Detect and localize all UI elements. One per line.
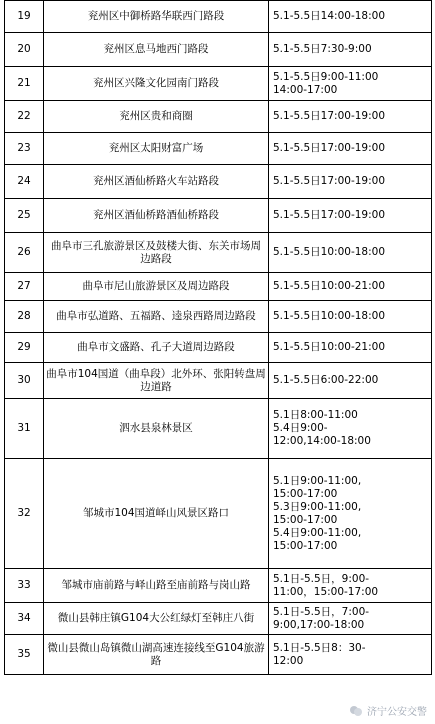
row-number: 21 [5,67,44,101]
row-location: 曲阜市弘道路、五福路、逵泉西路周边路段 [44,301,269,333]
row-location: 邹城市104国道峄山风景区路口 [44,459,269,569]
table-row [5,569,432,603]
row-location: 微山县微山岛镇微山湖高速连接线至G104旅游路 [44,635,269,675]
table-row [5,165,432,199]
table-row [5,1,432,33]
table-row [5,459,432,569]
row-location: 曲阜市尼山旅游景区及周边路段 [44,273,269,301]
row-location: 兖州区兴隆文化园南门路段 [44,67,269,101]
checkpoint-table [4,0,432,675]
table-row [5,273,432,301]
row-time: 5.1-5.5日17:00-19:00 [269,165,432,199]
table-row [5,133,432,165]
row-location: 微山县韩庄镇G104大公红绿灯至韩庄八街 [44,603,269,635]
row-location: 泗水县泉林景区 [44,399,269,459]
table-row [5,301,432,333]
table-row [5,33,432,67]
table-row [5,333,432,363]
row-time: 5.1-5.5日10:00-18:00 [269,301,432,333]
row-location: 兖州区贵和商圈 [44,101,269,133]
table-row [5,67,432,101]
table-row [5,603,432,635]
row-location: 邹城市庙前路与峄山路至庙前路与岗山路 [44,569,269,603]
row-number: 32 [5,459,44,569]
table-row [5,635,432,675]
row-time: 5.1-5.5日10:00-21:00 [269,273,432,301]
row-number: 35 [5,635,44,675]
row-time: 5.1-5.5日17:00-19:00 [269,199,432,233]
table-row [5,399,432,459]
row-time: 5.1日-5.5日，7:00- 9:00,17:00-18:00 [269,603,432,635]
row-time: 5.1-5.5日6:00-22:00 [269,363,432,399]
row-number: 26 [5,233,44,273]
table-row [5,199,432,233]
watermark-text: 济宁公安交警 [367,707,427,718]
table-row [5,101,432,133]
row-number: 24 [5,165,44,199]
row-number: 31 [5,399,44,459]
row-number: 27 [5,273,44,301]
row-time: 5.1-5.5日9:00-11:00 14:00-17:00 [269,67,432,101]
row-time: 5.1日9:00-11:00, 15:00-17:00 5.3日9:00-11:00, 15:00-17:00 5.4日9:00-11:00, 15:00-17:00 [269,459,432,569]
row-time: 5.1日8:00-11:00 5.4日9:00- 12:00,14:00-18:00 [269,399,432,459]
row-time: 5.1-5.5日7:30-9:00 [269,33,432,67]
row-location: 兖州区酒仙桥路酒仙桥路段 [44,199,269,233]
row-number: 28 [5,301,44,333]
row-number: 20 [5,33,44,67]
row-location: 曲阜市104国道（曲阜段）北外环、张阳转盘周边道路 [44,363,269,399]
row-time: 5.1日-5.5日，9:00- 11:00，15:00-17:00 [269,569,432,603]
row-number: 25 [5,199,44,233]
table-row [5,363,432,399]
row-time: 5.1-5.5日10:00-18:00 [269,233,432,273]
row-location: 曲阜市三孔旅游景区及鼓楼大街、东关市场周边路段 [44,233,269,273]
row-time: 5.1日-5.5日8：30- 12:00 [269,635,432,675]
row-number: 23 [5,133,44,165]
row-time: 5.1-5.5日10:00-21:00 [269,333,432,363]
row-number: 19 [5,1,44,33]
wechat-channel-icon [349,704,363,718]
row-location: 兖州区中御桥路华联西门路段 [44,1,269,33]
table-row [5,233,432,273]
row-number: 34 [5,603,44,635]
row-time: 5.1-5.5日17:00-19:00 [269,101,432,133]
row-number: 22 [5,101,44,133]
row-time: 5.1-5.5日14:00-18:00 [269,1,432,33]
row-location: 曲阜市文盛路、孔子大道周边路段 [44,333,269,363]
row-time: 5.1-5.5日17:00-19:00 [269,133,432,165]
row-location: 兖州区酒仙桥路火车站路段 [44,165,269,199]
row-location: 兖州区息马地西门路段 [44,33,269,67]
row-number: 33 [5,569,44,603]
watermark [349,703,427,718]
row-location: 兖州区太阳财富广场 [44,133,269,165]
row-number: 30 [5,363,44,399]
row-number: 29 [5,333,44,363]
